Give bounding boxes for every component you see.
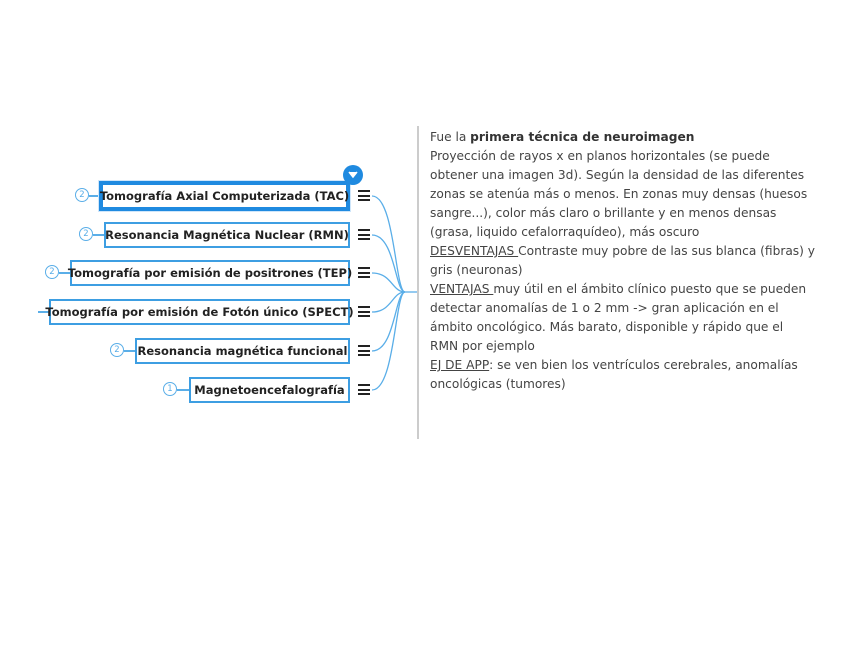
topic-label: Tomografía por emisión de Fotón único (SPECT): [45, 305, 354, 319]
note-divider: [417, 126, 419, 439]
topic-count-badge[interactable]: 2: [110, 343, 124, 357]
note-intro-bold: primera técnica de neuroimagen: [470, 130, 695, 144]
note-disadvantages: DESVENTAJAS Contraste muy pobre de las sus blanca (fibras) y gris (neuronas): [430, 244, 815, 277]
connector-line: [372, 196, 405, 292]
topic-label: Resonancia magnética funcional: [137, 344, 348, 358]
hamburger-icon[interactable]: [358, 306, 370, 317]
topic-node-meg[interactable]: [189, 377, 350, 403]
badge-connector: [93, 234, 104, 236]
hamburger-icon[interactable]: [358, 229, 370, 240]
topic-label: Magnetoencefalografía: [194, 383, 345, 397]
topic-label: Tomografía por emisión de positrones (TEP): [67, 266, 353, 280]
topic-node-spect[interactable]: [45, 299, 354, 325]
topic-count-badge[interactable]: 2: [75, 188, 89, 202]
topic-label: Resonancia Magnética Nuclear (RMN): [105, 228, 349, 242]
note-advantages: VENTAJAS muy útil en el ámbito clínico puesto que se pueden detectar anomalías de 1 o 2 mm -> gran aplicación en el ámbito oncológico. Más barato, disponible y rápido que el RMN por ejemplo: [430, 282, 807, 353]
topic-node-rmn[interactable]: [104, 222, 350, 248]
topic-count-badge[interactable]: 1: [163, 382, 177, 396]
note-examples: EJ DE APP: se ven bien los ventrículos cerebrales, anomalías oncológicas (tumores): [430, 358, 798, 391]
collapse-toggle[interactable]: [343, 165, 363, 185]
examples-label: EJ DE APP: [430, 358, 490, 372]
hamburger-icon[interactable]: [358, 190, 370, 201]
hamburger-icon[interactable]: [358, 267, 370, 278]
topic-node-tep[interactable]: [67, 260, 353, 286]
note-intro: Fue la primera técnica de neuroimagen: [430, 130, 695, 144]
connector-line: [372, 292, 405, 390]
disadvantages-label: DESVENTAJAS: [430, 244, 519, 258]
advantages-label: VENTAJAS: [430, 282, 494, 296]
hamburger-icon[interactable]: [358, 345, 370, 356]
chevron-down-icon: [348, 171, 358, 179]
topic-count-badge[interactable]: 2: [79, 227, 93, 241]
note-description: Proyección de rayos x en planos horizontales (se puede obtener una imagen 3d). Según la densidad de las diferentes zonas se atenúa más o menos. En zonas muy densas (huesos sangre...), color más claro o brillante y en menos densas (grasa, liquido cefalorraquídeo), más oscuro: [430, 149, 808, 239]
topic-label: Tomografía Axial Computerizada (TAC): [99, 189, 350, 203]
topic-node-fmri[interactable]: [135, 338, 350, 364]
topic-node-tac[interactable]: [99, 181, 350, 211]
topic-note[interactable]: [430, 128, 815, 394]
hamburger-icon[interactable]: [358, 384, 370, 395]
topic-count-badge[interactable]: 2: [45, 265, 59, 279]
